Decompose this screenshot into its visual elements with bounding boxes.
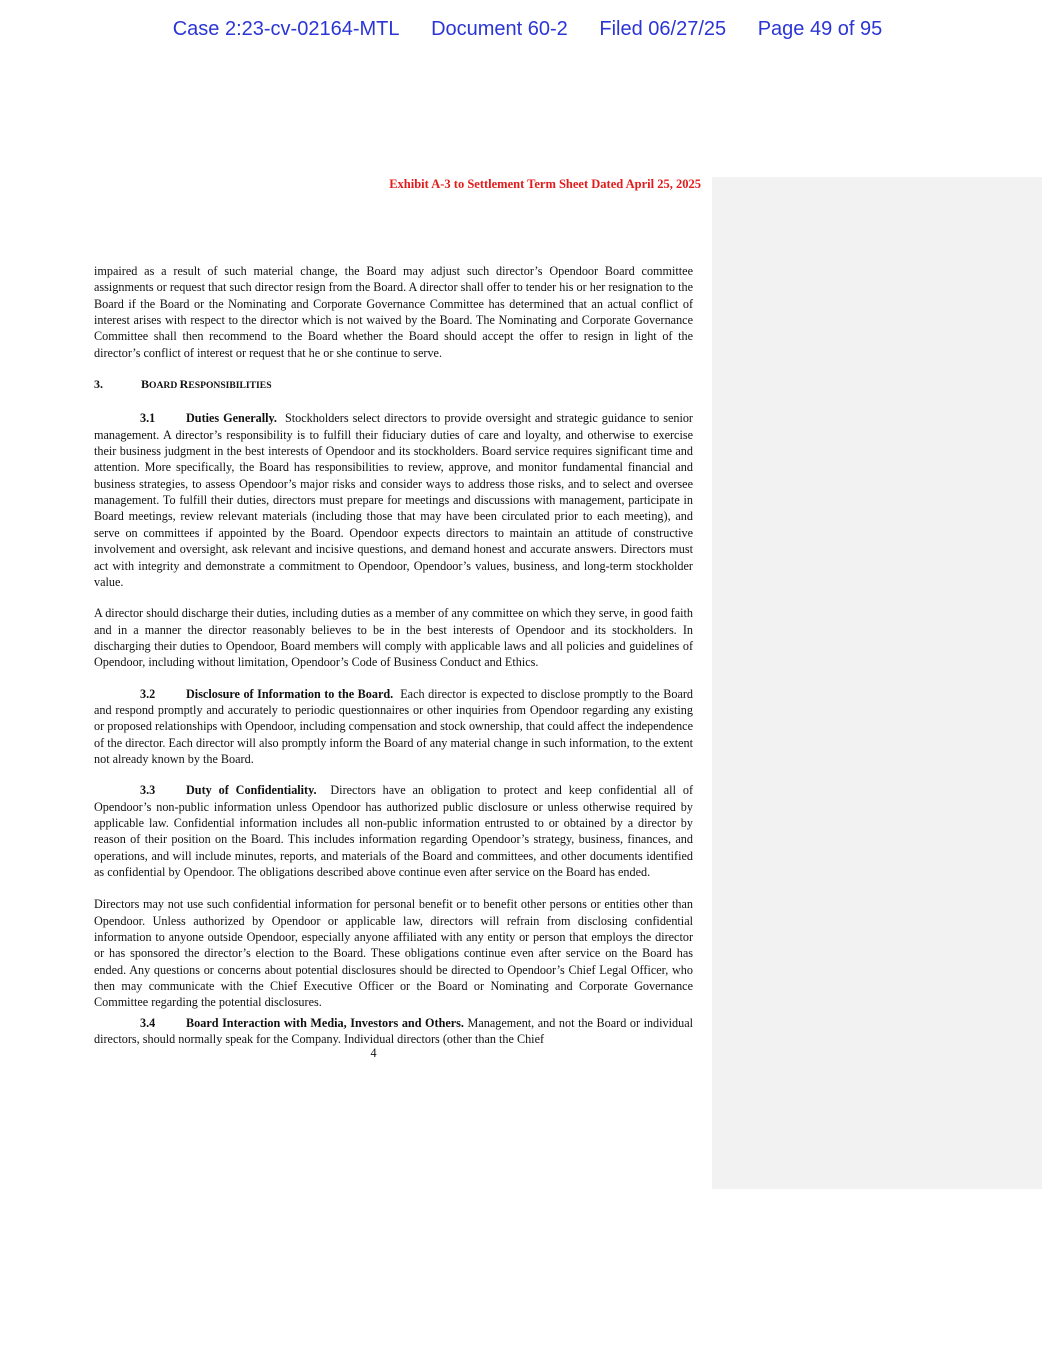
subsection-text: Directors have an obligation to protect and keep confidential all of Opendoor’s non-public information unless Opendoor has authorized public disclosure or unless otherwise required by applicable law. Confidential information includes all non-public information entrusted to or obtained by a director by reason of their position on the Board. This includes information regarding Opendoor’s strategy, business, finances, and operations, and will include minutes, reports, and materials of the Board and committees, and other documents identified as confidential by Opendoor. The obligations described above continue even after service on the Board has ended. [94,783,693,879]
section-number: 3. [94,377,103,392]
subsection-text: Stockholders select directors to provide oversight and strategic guidance to senior management. A director’s responsibility is to fulfill their fiduciary duties of care and loyalty, and otherwise to exercise their business judgment in the best interests of Opendoor and its stockholders. Board service requires significant time and attention. More specifically, the Board has responsibilities to review, approve, and monitor fundamental financial and business strategies, to assess Opendoor’s major risks and consider ways to address those risks, and to select and oversee management. To fulfill their duties, directors must prepare for meetings and discussions with management, participate in Board meetings, review relevant materials (including those that may have been circulated prior to each meeting), and serve on committees if appointed by the Board. Opendoor expects directors to maintain an attitude of constructive involvement and oversight, ask relevant and incisive questions, and demand honest and accurate answers. Directors must act with integrity and demonstrate a commitment to Opendoor, Opendoor’s values, business, and long-term stockholder value. [94,411,693,589]
section-title-initial: R [179,377,189,392]
subsection-title: Board Interaction with Media, Investors and Others. [186,1015,464,1030]
section-title-initial: B [141,377,150,392]
subsection-title: Duties Generally. [186,411,277,426]
intro-paragraph: impaired as a result of such material change, the Board may adjust such director’s Opendoor Board committee assignments or request that such director resign from the Board. A director shall offer to tender his or her resignation to the Board if the Board or the Nominating and Corporate Governance Committee has determined that an actual conflict of interest arises with respect to the director which is not waived by the Board. The Nominating and Corporate Governance Committee shall then recommend to the Board whether the Board should accept the offer to resign in light of the director’s conflict of interest or request that he or she continue to serve. [94,264,693,360]
subsection-text: Management, and not the Board or individual directors, should normally speak for the Company. Individual directors (other than the Chief [94,1015,693,1047]
exhibit-title: Exhibit A-3 to Settlement Term Sheet Dated April 25, 2025 [389,177,701,191]
section-title-part: OARD [149,380,180,392]
subsection-text: Each director is expected to disclose promptly to the Board and respond promptly and accurately to periodic questionnaires or other inquiries from Opendoor regarding any existing or proposed relationships with Opendoor, including compensation and stock ownership, that could affect the independence of the director. Each director will also promptly inform the Board of any material change in such information, to the extent not already known by the Board. [94,686,694,766]
filed-date: Filed 06/27/25 [599,18,727,40]
section-title-part: ESPONSIBILITIES [188,380,272,392]
subsection-number: 3.4 [140,1015,156,1030]
subsection-number: 3.2 [140,686,156,701]
document-number: Document 60-2 [431,18,568,40]
comment-margin-pane [712,177,1042,1189]
subsection-3-3 [94,782,693,880]
subsection-title: Duty of Confidentiality. [186,783,317,798]
case-header [0,18,1055,41]
subsection-number: 3.3 [140,783,156,798]
page-number: 4 [370,1046,377,1061]
paragraph: A director should discharge their duties, including duties as a member of any committee on which they serve, in good faith and in a manner the director reasonably believes to be in the best interests of Opendoor and its stockholders. In discharging their duties to Opendoor, Board members will comply with applicable laws and all policies and guidelines of Opendoor, including without limitation, Opendoor’s Code of Business Conduct and Ethics. [94,606,693,670]
subsection-3-2 [94,686,693,768]
document-body [94,263,693,1062]
section-heading [94,376,693,394]
page-indicator: Page 49 of 95 [757,18,883,40]
paragraph: Directors may not use such confidential information for personal benefit or to benefit other persons or entities other than Opendoor. Unless authorized by Opendoor or applicable law, directors will refrain from disclosing confidential information to anyone outside Opendoor, especially anyone affiliated with any entity or person that employs the director or has sponsored the director’s election to the Board. These obligations continue even after service on the Board has ended. Any questions or concerns about potential disclosures should be directed to Opendoor’s Chief Legal Officer, who then may communicate with the Chief Executive Officer or the Board or Nominating and Corporate Governance Committee regarding the potential disclosures. [94,897,693,1010]
subsection-3-4 [94,1015,693,1048]
subsection-number: 3.1 [140,411,156,426]
subsection-3-1 [94,410,693,590]
subsection-title: Disclosure of Information to the Board. [186,686,394,701]
case-number: Case 2:23-cv-02164-MTL [172,18,400,40]
